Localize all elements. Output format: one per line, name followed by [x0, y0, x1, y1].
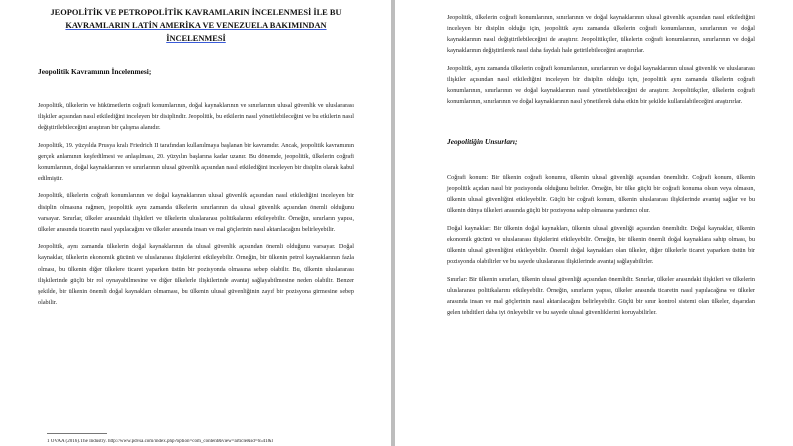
paragraph: Jeopolitik, ülkelerin coğrafi konumlarının, sınırlarının ve doğal kaynaklarının ulusal güvenlik açısından nasıl etkilediğini inceleyen bir disiplin olduğu için, jeopolitik aynı zamanda ülkelerin coğrafi konumlarının, sınırlarının ve doğal kaynaklarının nasıl değiştirilebileceğini de araştırır. Jeopolitikçiler, ülkelerin coğrafi konumlarının, sınırlarının ve doğal kaynaklarının değiştirilerek nasıl daha faydalı hale getirilebileceğini araştırırlar. — [447, 14, 755, 54]
paragraph-sinirlar: Sınırlar: Bir ülkenin sınırları, ülkenin ulusal güvenliği açısından önemlidir. Sınırlar, ülkeler arasındaki ilişkileri ve ülkelerin uluslararası politikalarını etkileyebilir. Örneğin, sınırların yapısı, ülkeler arasında ticaretin nasıl yapılacağına ve ülkeler arasında insan ve mal göçlerinin nasıl aktarılacağını belirleyebilir. Güçlü bir sınır kontrol sistemi olan ülkeler, dışarıdan gelen tehditleri daha iyi önleyebilir ve bu sayede ulusal güvenliklerini koruyabilirler. — [447, 276, 755, 316]
title-line-2: KAVRAMLARIN LATİN AMERİKA VE VENEZUELA BAKIMINDAN — [65, 21, 327, 30]
footnote: 1 ÖVAA (2016).The Industry. http://www.pdvsa.com/index.php?option=com_content&view=article&id=6541&l — [47, 439, 273, 444]
paragraph-cografi-konum: Coğrafi konum: Bir ülkenin coğrafi konumu, ülkenin ulusal güvenliği açısından önemlidir. Coğrafi konum, ülkenin jeopolitik açıdan nasıl bir pozisyonda olduğunu belirler. Örneğin, bir ülke güçlü bir coğrafi konuma olsun veya olmasın, ülkenin ulusal güvenliğini etkileyebilir. Güçlü bir coğrafi konum, ülkenin uluslararası ilişkilerinde avantaj sağlar ve bu ülkenin dünya ülkeleri arasında güçlü bir pozisyona sahip olmasına yardımcı olur. — [447, 174, 755, 214]
document-page-right — [395, 0, 793, 446]
paragraph: Jeopolitik, aynı zamanda ülkelerin coğrafi konumlarının, sınırlarının ve doğal kaynaklarının ulusal güvenlik ve uluslararası ilişkiler açısından nasıl etkilediğini inceleyen bir disiplin olduğu için, jeopolitik aynı zamanda ülkelerin coğrafi konumlarının, sınırlarının ve doğal kaynaklarının nasıl yönetilebileceğini de araştırır. Jeopolitikçiler, ülkelerin coğrafi konumlarının, sınırlarının ve doğal kaynaklarının nasıl yönetilerek daha etkin bir şekilde kullanılabileceğini araştırırlar. — [447, 65, 755, 105]
paragraph: Jeopolitik, ülkelerin coğrafi konumlarının ve doğal kaynaklarının ulusal güvenlik açısından nasıl etkilediğini inceleyen bir disiplin olmasına rağmen, jeopolitik aynı zamanda ülkelerin sınırlarının da ulusal güvenlik açısından önemli olduğunu varsayar. Sınırlar, ülkeler arasındaki ilişkileri ve ülkelerin uluslararası politikalarını etkileyebilir. Örneğin, sınırların yapısı, ülkeler arasında ticaretin nasıl yapılacağını ve ülkeler arasında insan ve mal göçlerinin nasıl aktarılacağını belirleyebilir. — [38, 192, 354, 234]
title-line-3: İNCELENMESİ — [166, 34, 226, 43]
title-line-1: JEOPOLİTİK VE PETROPOLİTİK KAVRAMLARIN İNCELENMESİ İLE BU — [50, 8, 342, 17]
paragraph: Jeopolitik, aynı zamanda ülkelerin doğal kaynaklarının da ulusal güvenlik açısından önemli olduğunu varsayar. Doğal kaynaklar, ülkelerin ekonomik gücünü ve uluslararası ilişkilerini etkileyebilir. Örneğin, bir ülkenin petrol kaynaklarının fazla olması, bu ülkenin diğer ülkelere ticaret yaparken üstün bir pozisyonda olmasına sebep olabilir. Bu, ülkenin uluslararası ilişkilerinde güçlü bir rol oynayabilmesine ve diğer ülkelerle ilişkilerinde avantaj sağlayabilmesine neden olabilir. Benzer şekilde, bir ülkenin önemli doğal kaynakları olmaması, bu ülkenin ulusal güvenliğinin zayıf bir pozisyona girmesine sebep olabilir. — [38, 243, 354, 307]
document-title — [38, 6, 354, 45]
footnote-separator — [47, 433, 107, 434]
section-heading-unsurlar: Jeopolitiğin Unsurları; — [447, 137, 518, 146]
section-heading-jeopolitik: Jeopolitik Kavramının İncelenmesi; — [38, 67, 152, 76]
paragraph: Jeopolitik, ülkelerin ve hükümetlerin coğrafi konumlarının, doğal kaynaklarının ve sınırlarının ulusal güvenlik ve uluslararası ilişkiler açısından nasıl etkilediğini inceleyen bir disiplindir. Jeopolitik, bu etkilerin nasıl yönetilebileceğini ve bu etkilerin nasıl değiştirilebileceğini araştıran bir çalışma alanıdır. — [38, 102, 354, 132]
paragraph-dogal-kaynaklar: Doğal kaynaklar: Bir ülkenin doğal kaynakları, ülkenin ulusal güvenliği açısından önemlidir. Doğal kaynaklar, ülkenin ekonomik gücünü ve uluslararası ilişkilerini etkileyebilir. Örneğin, bir ülkenin önemli doğal kaynaklara sahip olması, bu ülkenin ulusal güvenliğini etkileyebilir. Önemli doğal kaynakları olan ülkeler, diğer ülkelerle ticaret yaparken üstün bir pozisyonda olabilirler ve bu sayede uluslararası ilişkilerinde avantaj sağlayabilirler. — [447, 225, 755, 265]
paragraph: Jeopolitik, 19. yüzyılda Prusya kralı Friedrich II tarafından kullanılmaya başlanan bir kavramdır. Ancak, jeopolitik kavramının gerçek anlamının keşfedilmesi ve anlaşılması, 20. yüzyılın başlarına kadar uzanır. Bu dönemde, jeopolitik, ülkelerin coğrafi konumlarının, doğal kaynaklarının ve sınırlarının ulusal güvenlik açısından nasıl etkilediğini inceleyen bir disiplin olarak kabul edilmiştir. — [38, 141, 354, 183]
document-page-left — [0, 0, 391, 446]
